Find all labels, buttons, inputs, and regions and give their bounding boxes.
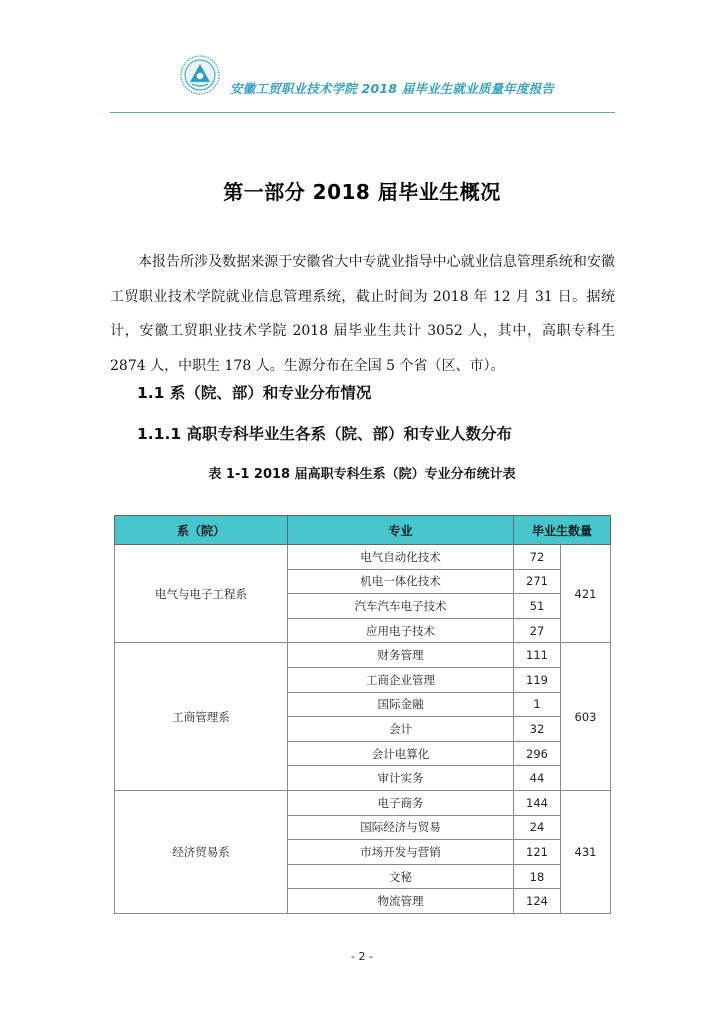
major-name: 审计实务 (288, 766, 514, 791)
major-count: 271 (514, 569, 561, 594)
department-total: 421 (561, 545, 611, 643)
department-total: 431 (561, 790, 611, 913)
major-count: 144 (514, 790, 561, 815)
major-count: 44 (514, 766, 561, 791)
header-major: 专业 (288, 516, 514, 545)
subsection-heading: 1.1.1 高职专科毕业生各系（院、部）和专业人数分布 (137, 425, 513, 443)
report-header-title: 安徽工贸职业技术学院 2018 届毕业生就业质量年度报告 (230, 81, 555, 96)
major-name: 国际金融 (288, 692, 514, 717)
header-graduate-count: 毕业生数量 (514, 516, 611, 545)
table-header-row (115, 516, 611, 545)
header-department: 系（院） (115, 516, 288, 545)
major-name: 汽车汽车电子技术 (288, 594, 514, 619)
part-title: 第一部分 2018 届毕业生概况 (223, 180, 501, 204)
major-name: 机电一体化技术 (288, 569, 514, 594)
major-count: 124 (514, 889, 561, 914)
major-count: 121 (514, 840, 561, 865)
major-name: 电气自动化技术 (288, 545, 514, 570)
major-count: 51 (514, 594, 561, 619)
major-count: 27 (514, 618, 561, 643)
major-name: 文秘 (288, 864, 514, 889)
major-count: 1 (514, 692, 561, 717)
major-name: 电子商务 (288, 790, 514, 815)
major-distribution-table (114, 515, 611, 914)
department-name: 工商管理系 (115, 643, 288, 791)
major-count: 111 (514, 643, 561, 668)
major-count: 296 (514, 741, 561, 766)
major-name: 物流管理 (288, 889, 514, 914)
major-count: 18 (514, 864, 561, 889)
major-name: 国际经济与贸易 (288, 815, 514, 840)
major-name: 财务管理 (288, 643, 514, 668)
school-emblem-icon (180, 55, 220, 95)
department-name: 电气与电子工程系 (115, 545, 288, 643)
table-caption: 表 1-1 2018 届高职专科生系（院）专业分布统计表 (208, 467, 516, 482)
header-divider (110, 112, 615, 113)
major-name: 应用电子技术 (288, 618, 514, 643)
department-total: 603 (561, 643, 611, 791)
major-name: 市场开发与营销 (288, 840, 514, 865)
section-heading: 1.1 系（院、部）和专业分布情况 (137, 384, 372, 402)
major-count: 72 (514, 545, 561, 570)
table-row (115, 643, 611, 668)
page-number: - 2 - (351, 950, 373, 963)
major-name: 工商企业管理 (288, 667, 514, 692)
major-count: 24 (514, 815, 561, 840)
table-row (115, 790, 611, 815)
major-count: 32 (514, 717, 561, 742)
table-row (115, 545, 611, 570)
major-name: 会计电算化 (288, 741, 514, 766)
department-name: 经济贸易系 (115, 790, 288, 913)
intro-paragraph: 本报告所涉及数据来源于安徽省大中专就业指导中心就业信息管理系统和安徽工贸职业技术学院就业信息管理系统，截止时间为 2018 年 12 月 31 日。据统计，安徽工贸职业技术学院 2018 届毕业生共计 3052 人，其中，高职专科生 2874 人，中职生 178 人。生源分布在全国 5 个省（区、市）。 (110, 254, 615, 374)
major-name: 会计 (288, 717, 514, 742)
major-count: 119 (514, 667, 561, 692)
